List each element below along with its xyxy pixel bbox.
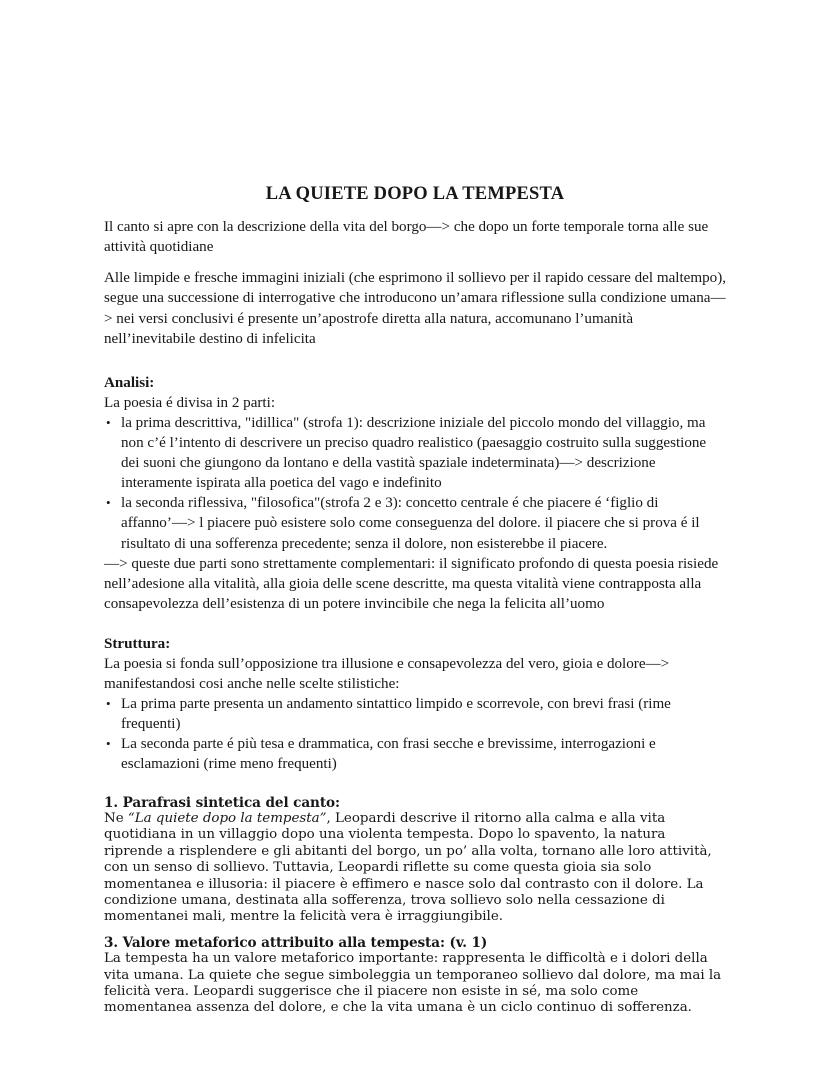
parafrasi-heading: 1. Parafrasi sintetica del canto: [104, 794, 340, 811]
valore-metaforico-heading: 3. Valore metaforico attribuito alla tempesta: (v. 1) [104, 934, 488, 951]
document-body [104, 183, 726, 1017]
spacer [104, 360, 726, 373]
valore-metaforico-body: La tempesta ha un valore metaforico importante: rappresenta le difficoltà e i dolori della vita umana. La quiete che segue simboleggia un temporaneo sollievo dal dolore, ma mai la felicità vera. Leopardi suggerisce che il piacere non esiste in sé, ma solo come momentanea assenza del dolore, e che la vita umana è un ciclo continuo di sofferenza. [104, 951, 722, 1016]
struttura-bullet-list [104, 694, 726, 774]
parafrasi-body-pre: Ne [104, 810, 128, 826]
analisi-section [104, 373, 726, 614]
page-title: LA QUIETE DOPO LA TEMPESTA [265, 184, 565, 204]
analisi-bullet-list [104, 413, 726, 554]
list-item: • la prima descrittiva, "idillica" (strofa 1): descrizione iniziale del piccolo mondo del villaggio, ma non c’é l’intento di descrivere un preciso quadro realistico (paesaggio costruito sulla suggestione dei suoni che giungono da lontano e della vastità spaziale indeterminata)—> descrizione interamente ispirata alla poetica del vago e indefinito [104, 413, 726, 493]
intro-paragraph-2: Alle limpide e fresche immagini iniziali (che esprimono il sollievo per il rapido cessare del maltempo), segue una successione di interrogative che introducono un’amara riflessione sulla condizione umana—> nei versi conclusivi é presente un’apostrofe diretta alla natura, accomunano l’umanità nell’inevitabile destino di infelicita [104, 270, 727, 347]
spacer [104, 926, 726, 935]
parafrasi-body-post: , Leopardi descrive il ritorno alla calma e alla vita quotidiana in un villaggio dopo una violenta tempesta. Dopo lo spavento, la natura riprende a risplendere e gli abitanti del borgo, un po’ alla volta, tornano alle loro attività, con un senso di sollievo. Tuttavia, Leopardi riflette su come questa gioia sia solo momentanea e illusoria: il piacere è effimero e nasce solo dal contrasto con il dolore. La condizione umana, destinata alla sofferenza, trova sollievo solo nella cessazione di momentanei mali, mentre la felicità vera è irraggiungibile. [104, 810, 712, 925]
spacer [104, 775, 726, 795]
parafrasi-poem-title: “La quiete dopo la tempesta” [127, 810, 327, 826]
list-item: • la seconda riflessiva, "filosofica"(strofa 2 e 3): concetto centrale é che piacere é ‘figlio di affanno’—> l piacere può esistere solo come conseguenza del dolore. il piacere che si prova é il risultato di una sofferenza precedente; senza il dolore, non esisterebbe il piacere. [104, 493, 726, 553]
valore-metaforico-section [104, 935, 726, 1017]
analisi-lead: La poesia é divisa in 2 parti: [104, 394, 276, 411]
list-item: • La seconda parte é più tesa e drammatica, con frasi secche e brevissime, interrogazioni e esclamazioni (rime meno frequenti) [104, 734, 726, 774]
struttura-lead: La poesia si fonda sull’opposizione tra illusione e consapevolezza del vero, gioia e dolore—> manifestandosi cosi anche nelle scelte stilistiche: [104, 655, 670, 693]
struttura-section [104, 634, 726, 775]
analisi-closing: —> queste due parti sono strettamente complementari: il significato profondo di questa poesia risiede nell’adesione alla vitalità, alla gioia delle scene descritte, ma questa vitalità viene contrapposta alla consapevolezza dell’esistenza di un potere invincibile che nega la felicita all’uomo [104, 555, 719, 612]
analisi-heading: Analisi: [104, 374, 155, 391]
spacer [104, 614, 726, 634]
struttura-heading: Struttura: [104, 635, 171, 652]
parafrasi-body [104, 811, 726, 926]
parafrasi-section [104, 795, 726, 926]
list-item: • La prima parte presenta un andamento sintattico limpido e scorrevole, con brevi frasi (rime frequenti) [104, 694, 726, 734]
intro-paragraph-1: Il canto si apre con la descrizione della vita del borgo—> che dopo un forte temporale torna alle sue attività quotidiane [104, 219, 709, 256]
intro-section [104, 217, 726, 349]
